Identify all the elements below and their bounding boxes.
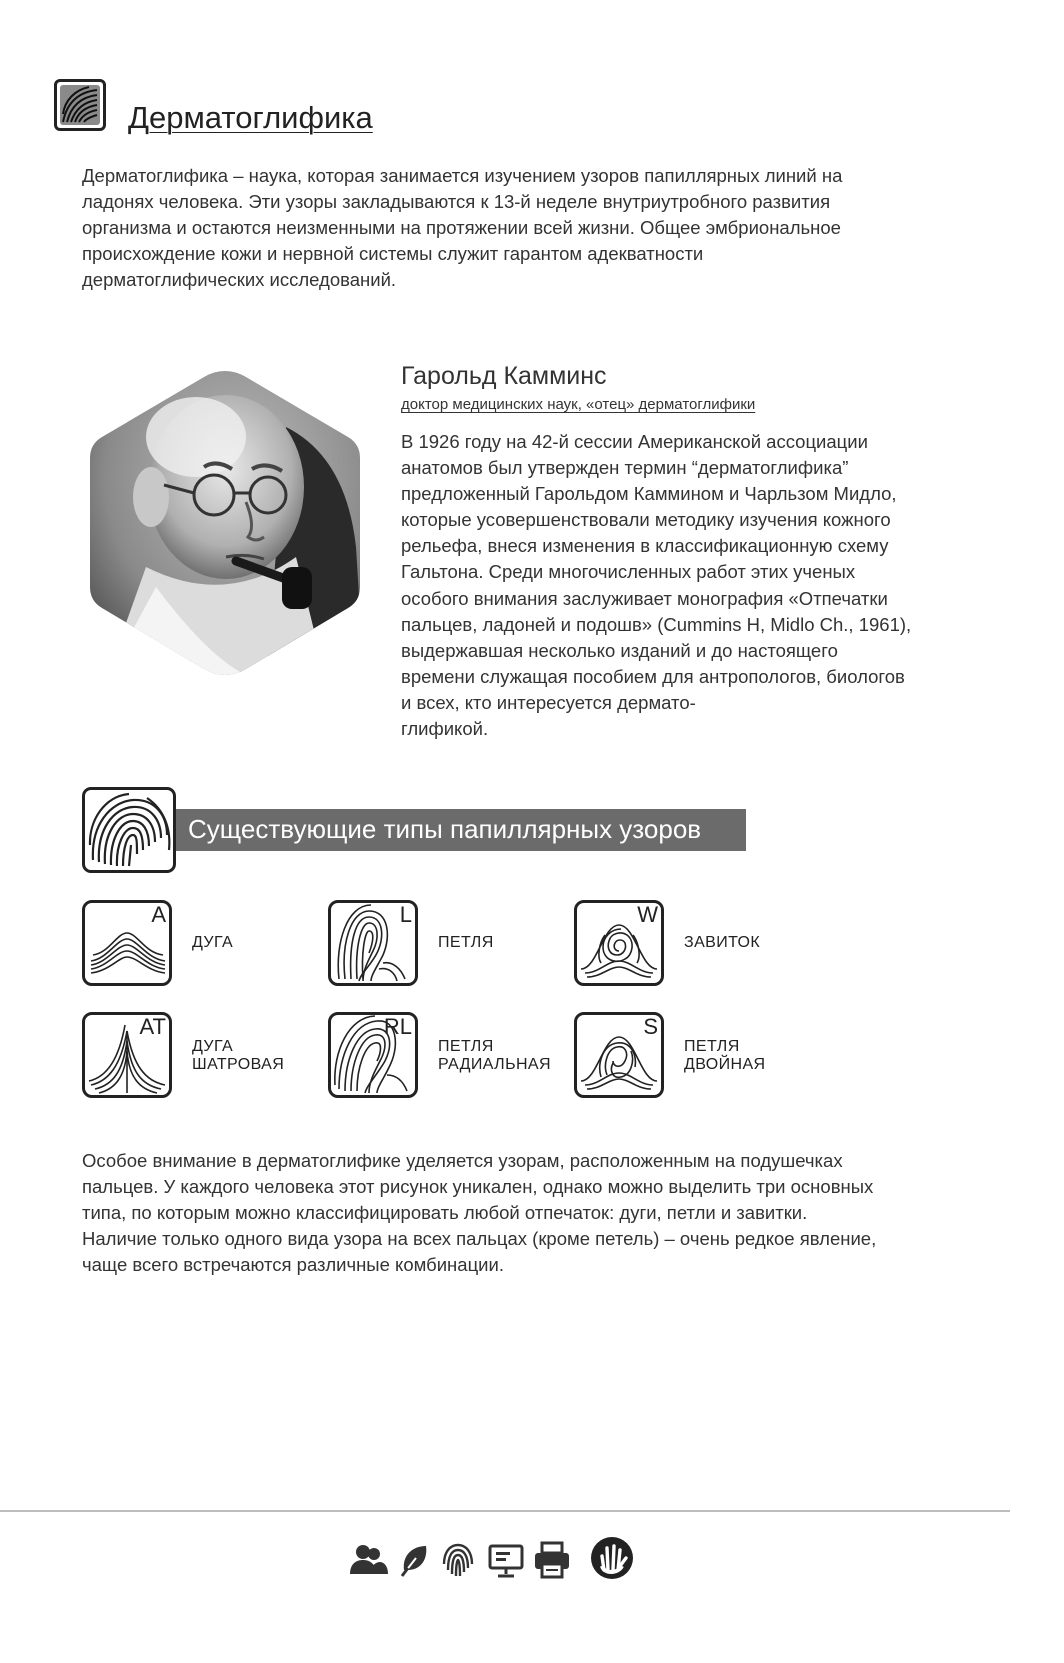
footer-divider	[0, 1510, 1010, 1512]
pattern-code: A	[151, 902, 166, 927]
pattern-label: ЗАВИТОК	[684, 934, 761, 951]
section-title: Существующие типы папиллярных узоров	[188, 814, 702, 844]
pattern-code: W	[637, 902, 658, 927]
pattern-label: ПЕТЛЯ ДВОЙНАЯ	[684, 1038, 766, 1073]
pattern-label: ДУГА ШАТРОВАЯ	[192, 1038, 285, 1073]
pattern-label: ПЕТЛЯ	[438, 934, 494, 951]
pattern-label: ДУГА	[192, 934, 234, 951]
radial-loop-pattern-icon	[328, 1012, 418, 1098]
person-name: Гарольд Камминс	[401, 362, 607, 390]
pattern-code: RL	[383, 1014, 412, 1039]
arch-pattern-icon	[82, 900, 172, 986]
fingerprint-icon	[82, 787, 176, 873]
loop-pattern-icon	[328, 900, 418, 986]
monitor-icon[interactable]	[486, 1540, 526, 1580]
fingerprint-icon[interactable]	[438, 1540, 478, 1580]
tented-arch-pattern-icon	[82, 1012, 172, 1098]
pattern-code: S	[643, 1014, 658, 1039]
double-loop-pattern-icon	[574, 1012, 664, 1098]
leaf-icon[interactable]	[396, 1540, 436, 1580]
fingerprint-logo-icon	[54, 79, 106, 131]
page-title: Дерматоглифика	[128, 100, 373, 135]
whorl-pattern-icon	[574, 900, 664, 986]
intro-paragraph: Дерматоглифика – наука, которая занимается изучением узоров папиллярных линий на ладонях человека. Эти узоры закладываются к 13-й неделе внутриутробного развития организма и остаются неизменными на протяжении всей жизни. Общее эмбриональное происхождение кожи и нервной системы служит гарантом адекватности дерматоглифических исследований.	[82, 165, 843, 290]
pattern-code: AT	[139, 1014, 166, 1039]
pattern-label: ПЕТЛЯ РАДИАЛЬНАЯ	[438, 1038, 551, 1073]
bio-paragraph: В 1926 году на 42-й сессии Американской ассоциации анатомов был утвержден термин “дерматоглифика” предложенный Гарольдом Каммином и Чарльзом Мидло, которые усовершенствовали методику изучения кожного рельефа, внеся изменения в классификационную схему Гальтона. Среди многочисленных работ этих ученых особого внимания заслуживает монография «Отпечатки пальцев, ладоней и подошв» (Cummins H, Midlo Ch., 1961), выдержавшая несколько изданий и до настоящего времени служащая пособием для антропологов, биологов и всех, кто интересуется дермато- глификой.	[401, 431, 912, 740]
hand-icon[interactable]	[590, 1536, 634, 1580]
pattern-code: L	[399, 902, 412, 927]
portrait-photo	[86, 367, 364, 679]
outro-paragraph: Особое внимание в дерматоглифике уделяется узорам, расположенным на подушечках пальцев. У каждого человека этот рисунок уникален, однако можно выделить три основных типа, по которым можно классифицировать любой отпечаток: дуги, петли и завитки. Наличие только одного вида узора на всех пальцах (кроме петель) – очень редкое явление, чаще всего встречаются различные комбинации.	[82, 1150, 877, 1275]
person-role: доктор медицинских наук, «отец» дерматоглифики	[401, 396, 756, 413]
people-icon[interactable]	[348, 1540, 388, 1580]
printer-icon[interactable]	[532, 1540, 572, 1580]
